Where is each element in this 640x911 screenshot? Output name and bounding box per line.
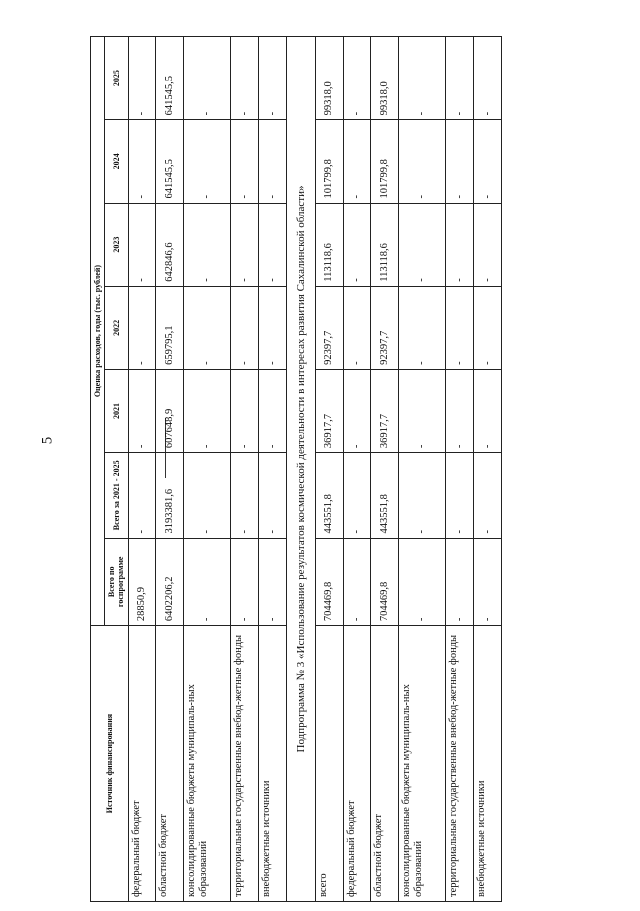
value-cell: - bbox=[184, 37, 231, 120]
subprogram-title: Подпрограмма № 3 «Использование результатов космической деятельности в интересах развития Сахалинской области» bbox=[287, 37, 316, 902]
value-cell: 704469,8 bbox=[371, 538, 399, 626]
value-cell: - bbox=[259, 538, 287, 626]
value-cell: 443551,8 bbox=[315, 453, 343, 538]
value-cell: - bbox=[446, 369, 474, 452]
value-cell: - bbox=[343, 120, 371, 203]
rotated-table-container bbox=[90, 36, 502, 902]
table-row bbox=[371, 37, 399, 902]
value-cell: - bbox=[446, 203, 474, 286]
table-row bbox=[128, 37, 156, 902]
value-cell: - bbox=[128, 203, 156, 286]
value-cell: 642846,6 bbox=[156, 203, 184, 286]
value-cell: - bbox=[399, 286, 446, 369]
value-cell: - bbox=[259, 120, 287, 203]
value-cell: - bbox=[231, 538, 259, 626]
value-cell: 92397,7 bbox=[371, 286, 399, 369]
value-cell: - bbox=[343, 37, 371, 120]
table-row bbox=[184, 37, 231, 902]
value-cell: - bbox=[184, 203, 231, 286]
value-cell: - bbox=[184, 120, 231, 203]
header-estimate: Оценка расходов, годы (тыс. рублей) bbox=[91, 37, 105, 626]
source-cell: федеральный бюджет bbox=[128, 626, 156, 902]
value-cell: - bbox=[259, 37, 287, 120]
value-cell: - bbox=[259, 369, 287, 452]
value-cell: - bbox=[184, 286, 231, 369]
table-row bbox=[474, 37, 502, 902]
value-cell: - bbox=[474, 369, 502, 452]
value-cell: - bbox=[128, 120, 156, 203]
header-year-2022: 2022 bbox=[105, 286, 128, 369]
value-cell: 99318,0 bbox=[371, 37, 399, 120]
value-cell: - bbox=[231, 453, 259, 538]
header-source: Источник финансирования bbox=[91, 626, 129, 902]
value-cell: - bbox=[399, 120, 446, 203]
table-row bbox=[231, 37, 259, 902]
value-cell: - bbox=[399, 453, 446, 538]
value-cell: - bbox=[128, 369, 156, 452]
value-cell: - bbox=[259, 286, 287, 369]
source-cell: внебюджетные источники bbox=[259, 626, 287, 902]
table-row bbox=[343, 37, 371, 902]
value-cell: - bbox=[343, 538, 371, 626]
value-cell: - bbox=[474, 203, 502, 286]
source-cell: территориальные государственные внебюд-жетные фонды bbox=[446, 626, 474, 902]
value-cell: - bbox=[474, 286, 502, 369]
value-cell: - bbox=[231, 120, 259, 203]
value-cell: - bbox=[128, 286, 156, 369]
value-cell: - bbox=[446, 286, 474, 369]
value-cell: - bbox=[399, 37, 446, 120]
table-row bbox=[259, 37, 287, 902]
value-cell: 36917,7 bbox=[371, 369, 399, 452]
value-cell: - bbox=[343, 453, 371, 538]
value-cell: - bbox=[399, 203, 446, 286]
value-cell: - bbox=[474, 37, 502, 120]
value-cell: 443551,8 bbox=[371, 453, 399, 538]
value-cell: - bbox=[231, 286, 259, 369]
source-cell: консолидированные бюджеты муниципаль-ных образований bbox=[399, 626, 446, 902]
value-cell: - bbox=[446, 37, 474, 120]
header-year-2023: 2023 bbox=[105, 203, 128, 286]
table-row bbox=[315, 37, 343, 902]
value-cell: 704469,8 bbox=[315, 538, 343, 626]
value-cell: - bbox=[399, 538, 446, 626]
subprogram-row bbox=[287, 37, 316, 902]
value-cell: 607648,9 bbox=[156, 369, 184, 452]
value-cell: - bbox=[474, 120, 502, 203]
value-cell: 28850,9 bbox=[128, 538, 156, 626]
value-cell: - bbox=[399, 369, 446, 452]
value-cell: - bbox=[231, 369, 259, 452]
value-cell: - bbox=[446, 453, 474, 538]
financing-table-area bbox=[90, 36, 502, 902]
header-row-1 bbox=[91, 37, 105, 902]
value-cell: - bbox=[343, 286, 371, 369]
value-cell: - bbox=[231, 203, 259, 286]
table-row bbox=[156, 37, 184, 902]
header-year-2021: 2021 bbox=[105, 369, 128, 452]
header-year-2024: 2024 bbox=[105, 120, 128, 203]
value-cell: - bbox=[184, 369, 231, 452]
value-cell: 99318,0 bbox=[315, 37, 343, 120]
value-cell: - bbox=[184, 538, 231, 626]
header-year-2025: 2025 bbox=[105, 37, 128, 120]
value-cell: 92397,7 bbox=[315, 286, 343, 369]
value-cell: - bbox=[446, 538, 474, 626]
source-cell: федеральный бюджет bbox=[343, 626, 371, 902]
value-cell: 36917,7 bbox=[315, 369, 343, 452]
value-cell: - bbox=[259, 203, 287, 286]
value-cell: 3193381,6 bbox=[156, 453, 184, 538]
table-row bbox=[446, 37, 474, 902]
value-cell: 641545,5 bbox=[156, 37, 184, 120]
value-cell: - bbox=[446, 120, 474, 203]
value-cell: 641545,5 bbox=[156, 120, 184, 203]
table-row bbox=[399, 37, 446, 902]
value-cell: - bbox=[343, 203, 371, 286]
value-cell: - bbox=[343, 369, 371, 452]
source-cell: областной бюджет bbox=[156, 626, 184, 902]
source-cell: внебюджетные источники bbox=[474, 626, 502, 902]
value-cell: 659795,1 bbox=[156, 286, 184, 369]
value-cell: 101799,8 bbox=[315, 120, 343, 203]
value-cell: - bbox=[259, 453, 287, 538]
header-total-program: Всего по госпрограмме bbox=[105, 538, 128, 626]
value-cell: - bbox=[128, 453, 156, 538]
value-cell: - bbox=[474, 453, 502, 538]
financing-table bbox=[90, 36, 502, 902]
value-cell: - bbox=[231, 37, 259, 120]
value-cell: - bbox=[474, 538, 502, 626]
value-cell: - bbox=[128, 37, 156, 120]
value-cell: 6402206,2 bbox=[156, 538, 184, 626]
source-cell: консолидированные бюджеты муниципаль-ных образований bbox=[184, 626, 231, 902]
source-cell: территориальные государственные внебюд-жетные фонды bbox=[231, 626, 259, 902]
source-cell: областной бюджет bbox=[371, 626, 399, 902]
value-cell: 113118,6 bbox=[371, 203, 399, 286]
header-total-period: Всего за 2021 - 2025 bbox=[105, 453, 128, 538]
value-cell: - bbox=[184, 453, 231, 538]
source-cell: всего bbox=[315, 626, 343, 902]
page-number: 5 bbox=[39, 436, 56, 445]
value-cell: 113118,6 bbox=[315, 203, 343, 286]
value-cell: 101799,8 bbox=[371, 120, 399, 203]
